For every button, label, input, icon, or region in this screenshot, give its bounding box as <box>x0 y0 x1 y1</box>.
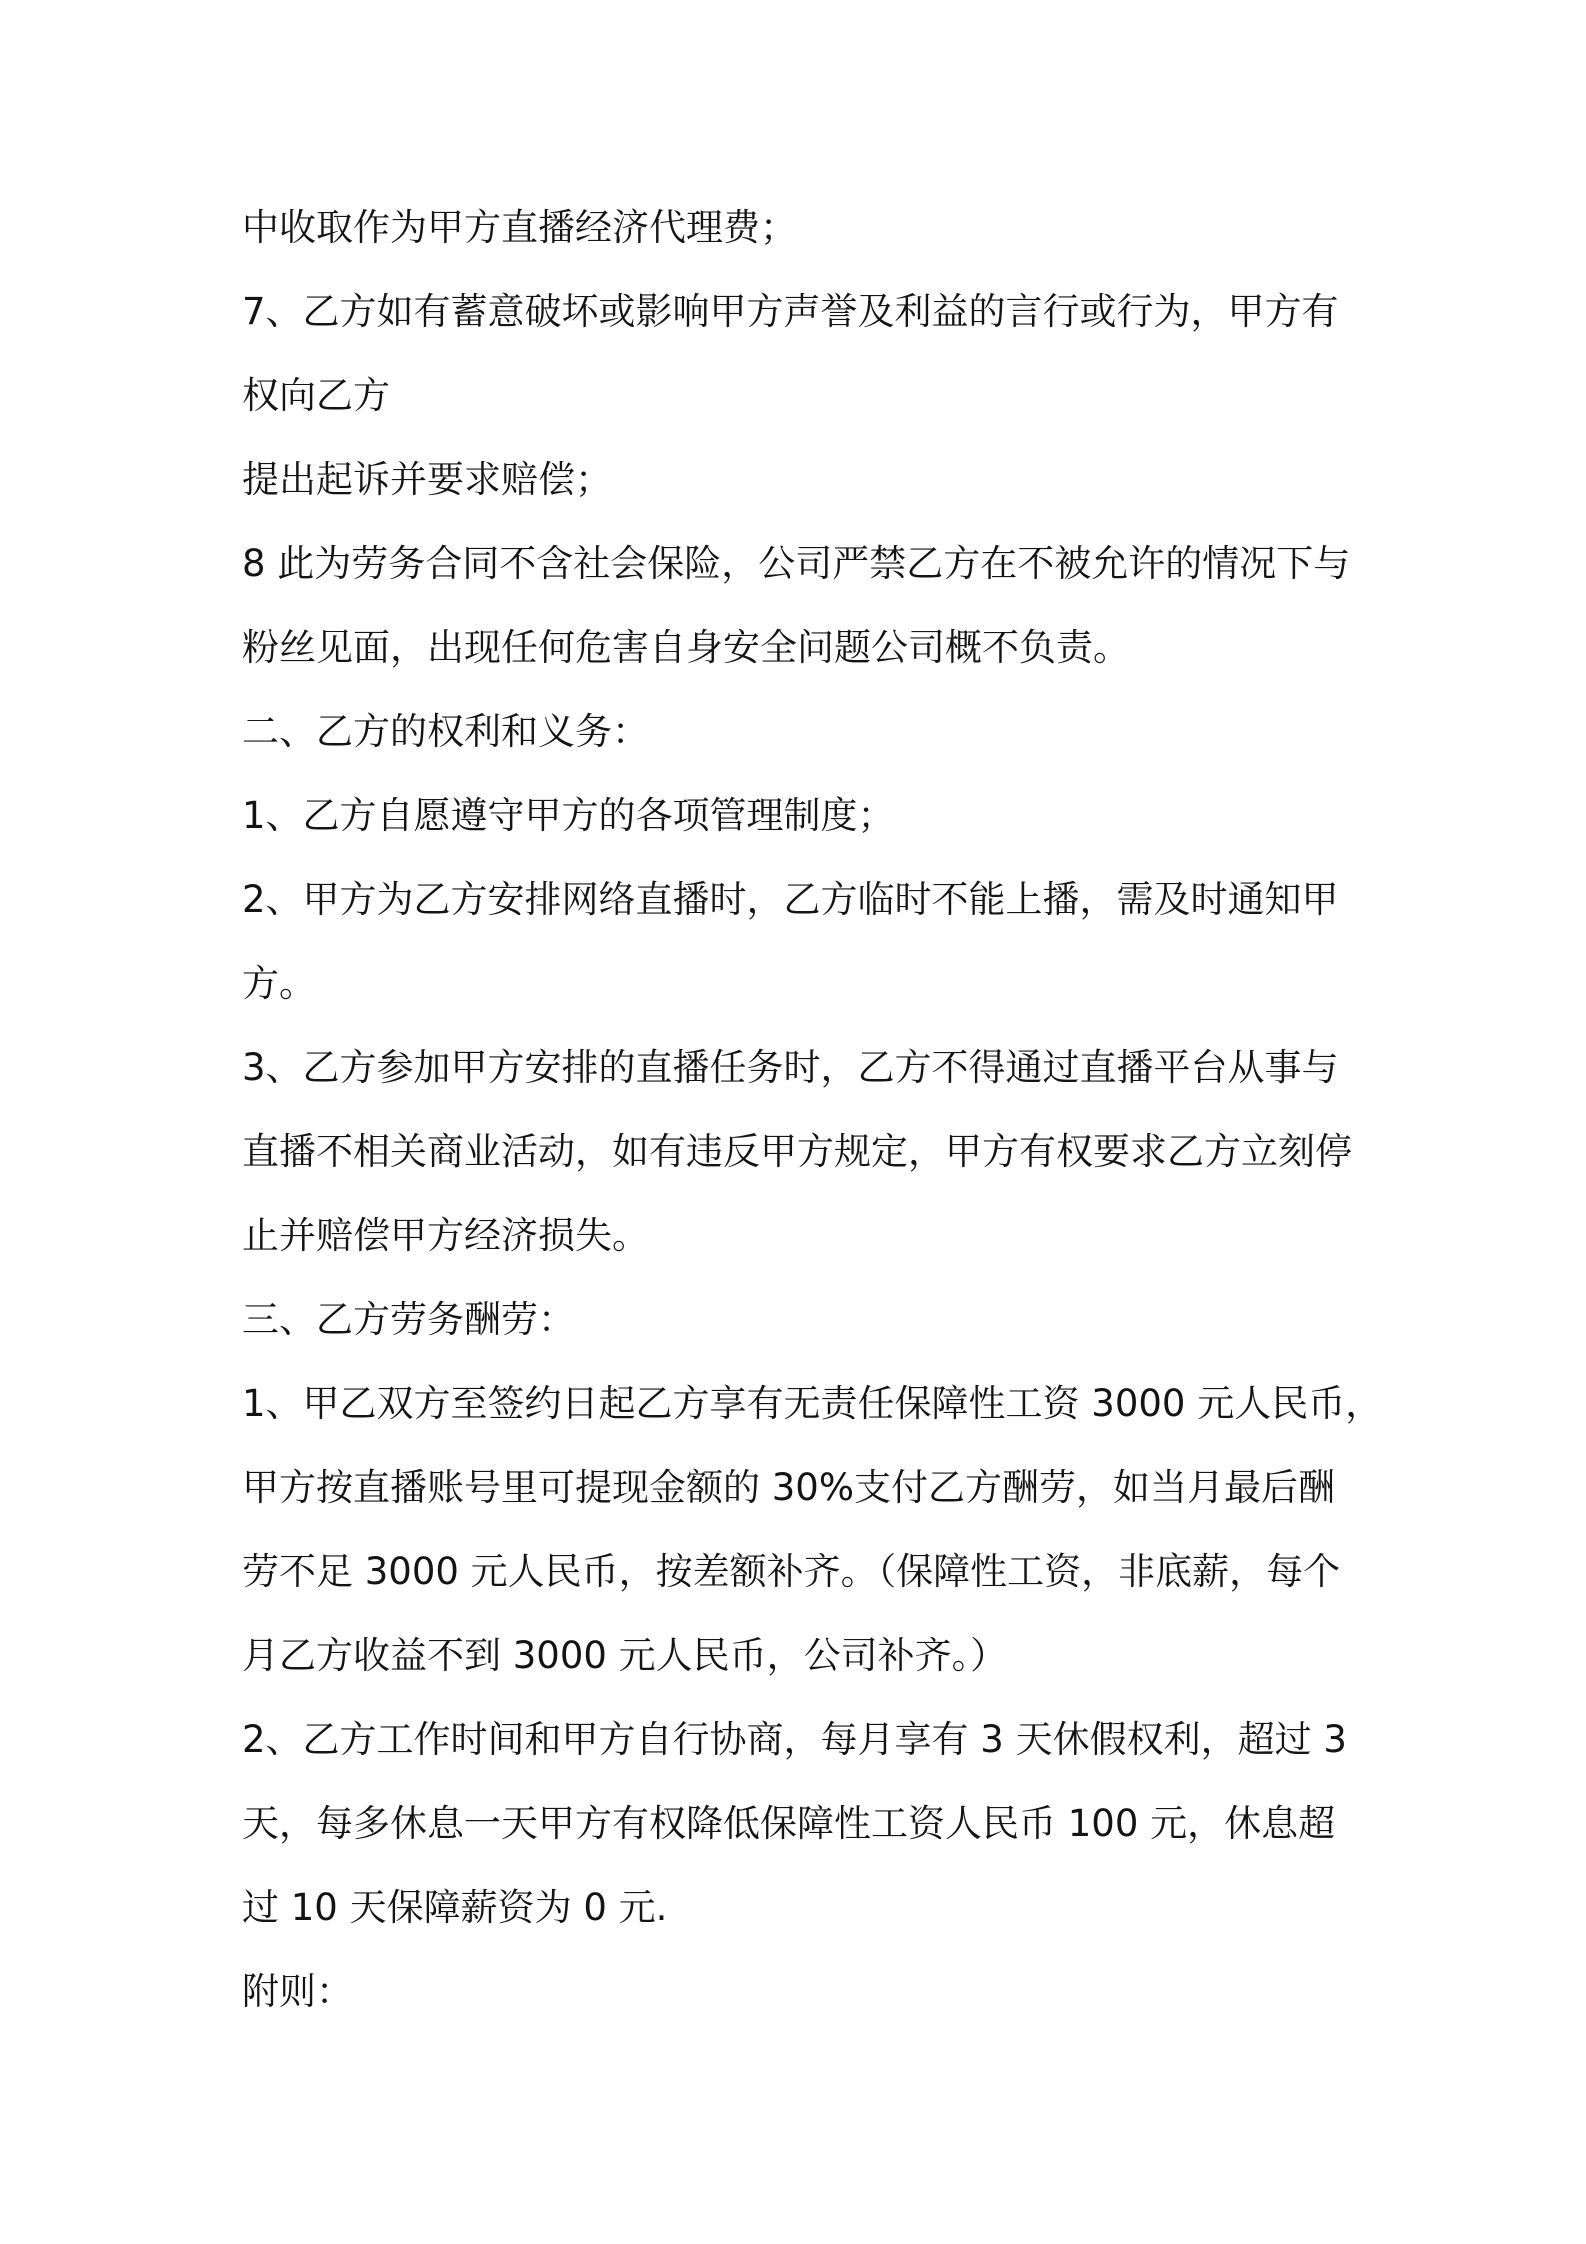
appendix-heading: 附则： <box>242 1970 353 2013</box>
clause-7-line: 7、乙方如有蓄意破坏或影响甲方声誉及利益的言行或行为，甲方有 <box>242 290 1339 333</box>
paragraph-line: 方。 <box>242 962 316 1005</box>
paragraph-line: 月乙方收益不到 3000 元人民币，公司补齐。） <box>242 1634 1008 1677</box>
paragraph-line: 天，每多休息一天甲方有权降低保障性工资人民币 100 元，休息超 <box>242 1802 1336 1845</box>
section-heading: 三、乙方劳务酬劳： <box>242 1298 575 1341</box>
clause-2-line: 2、乙方工作时间和甲方自行协商，每月享有 3 天休假权利，超过 3 <box>242 1718 1347 1761</box>
clause-1-line: 1、乙方自愿遵守甲方的各项管理制度； <box>242 794 895 837</box>
section-heading: 二、乙方的权利和义务： <box>242 710 649 753</box>
clause-8-line: 8 此为劳务合同不含社会保险，公司严禁乙方在不被允许的情况下与 <box>242 542 1351 585</box>
paragraph-line: 粉丝见面，出现任何危害自身安全问题公司概不负责。 <box>242 626 1130 669</box>
paragraph-line: 中收取作为甲方直播经济代理费； <box>242 206 797 249</box>
clause-1-line: 1、甲乙双方至签约日起乙方享有无责任保障性工资 3000 元人民币， <box>242 1382 1383 1425</box>
paragraph-line: 甲方按直播账号里可提现金额的 30%支付乙方酬劳，如当月最后酬 <box>242 1466 1335 1509</box>
paragraph-line: 权向乙方 <box>242 374 390 417</box>
paragraph-line: 劳不足 3000 元人民币，按差额补齐。（保障性工资，非底薪，每个 <box>242 1550 1341 1593</box>
clause-3-line: 3、乙方参加甲方安排的直播任务时，乙方不得通过直播平台从事与 <box>242 1046 1339 1089</box>
clause-2-line: 2、甲方为乙方安排网络直播时，乙方临时不能上播，需及时通知甲 <box>242 878 1339 921</box>
paragraph-line: 过 10 天保障薪资为 0 元. <box>242 1886 668 1929</box>
paragraph-line: 提出起诉并要求赔偿； <box>242 458 612 501</box>
document-body <box>242 186 1442 2034</box>
paragraph-line: 止并赔偿甲方经济损失。 <box>242 1214 649 1257</box>
paragraph-line: 直播不相关商业活动，如有违反甲方规定，甲方有权要求乙方立刻停 <box>242 1130 1352 1173</box>
